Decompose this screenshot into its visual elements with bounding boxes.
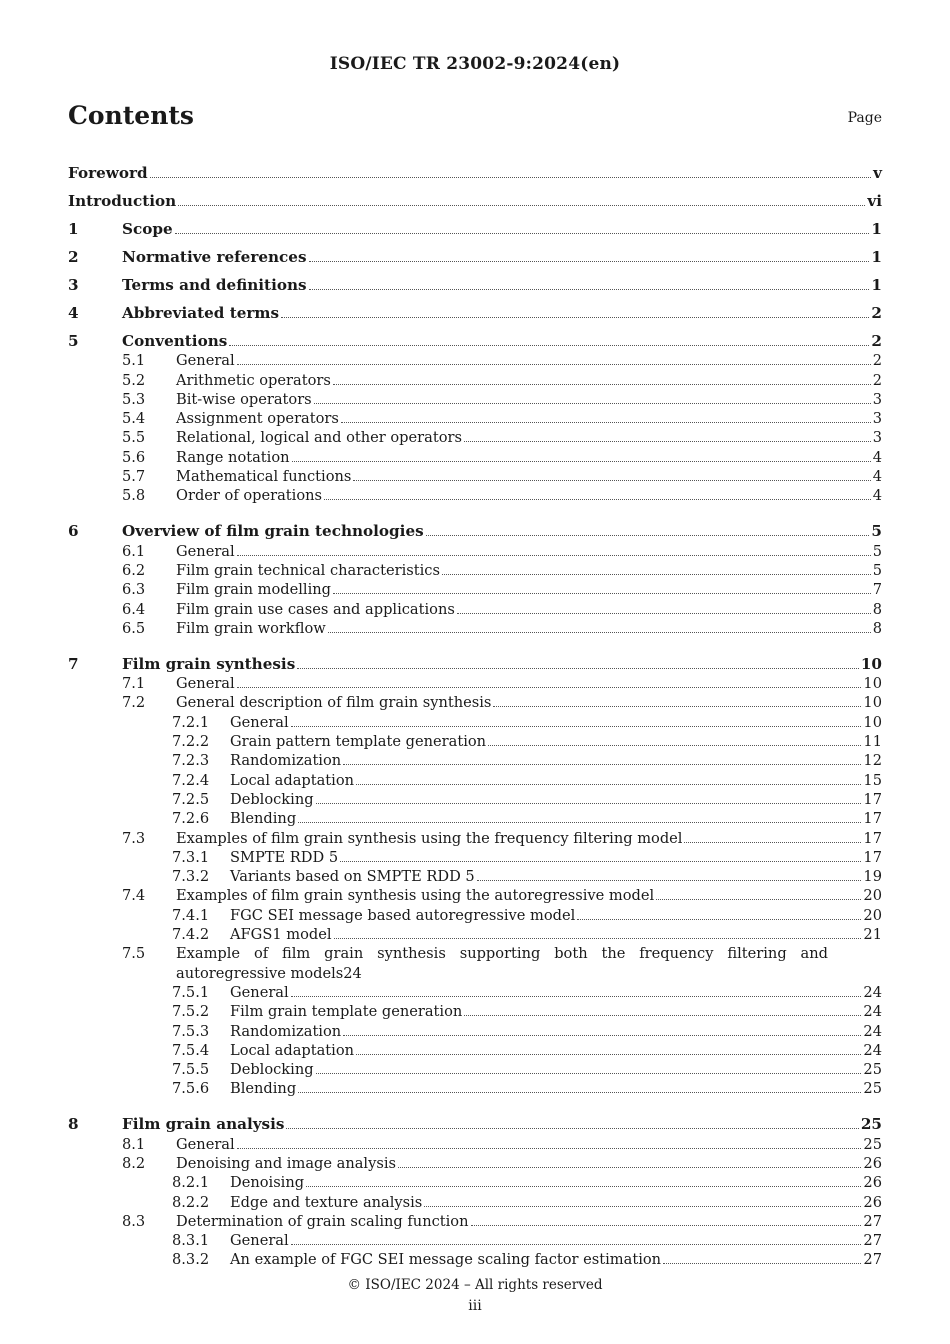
toc-entry-title: Examples of film grain synthesis using the frequency filtering model xyxy=(176,829,683,847)
toc-leader-dots xyxy=(334,938,862,939)
toc-leader-dots xyxy=(577,919,861,920)
copyright-notice: © ISO/IEC 2024 – All rights reserved xyxy=(347,1277,603,1293)
toc-leader-dots xyxy=(341,422,871,423)
toc-leader-dots xyxy=(343,764,861,765)
toc-entry-title: Film grain workflow xyxy=(176,619,326,637)
toc-entry-title: General description of film grain synthesis xyxy=(176,694,492,712)
toc-entry[interactable] xyxy=(68,540,882,559)
toc-entry-title: An example of FGC SEI message scaling factor estimation xyxy=(230,1251,662,1269)
toc-leader-dots xyxy=(493,706,861,707)
toc-entry-page: 10 xyxy=(863,694,882,712)
toc-entry-title: Order of operations xyxy=(176,487,323,505)
toc-entry-title: Deblocking xyxy=(230,1061,314,1079)
toc-entry[interactable] xyxy=(68,982,882,1001)
toc-leader-dots xyxy=(353,480,870,481)
toc-entry-page: 1 xyxy=(871,248,882,266)
toc-entry-number: 7.2.2 xyxy=(172,733,210,751)
toc-entry-page: 8 xyxy=(872,600,882,618)
toc-entry-number: 7.2.4 xyxy=(172,771,210,789)
toc-entry-title: Abbreviated terms xyxy=(122,304,280,322)
toc-entry-title: Randomization xyxy=(230,1022,342,1040)
toc-entry[interactable] xyxy=(68,446,882,465)
toc-entry-page: 20 xyxy=(863,887,882,905)
toc-entry-title: Relational, logical and other operators xyxy=(176,429,462,447)
toc-entry-number: 5.7 xyxy=(122,468,146,486)
toc-entry-number: 8.3 xyxy=(122,1212,146,1230)
toc-leader-dots xyxy=(424,1206,861,1207)
page-number: iii xyxy=(468,1298,482,1314)
toc-entry-title: General xyxy=(176,352,235,370)
toc-entry-number: 7.1 xyxy=(122,675,146,693)
toc-entry-title: Film grain synthesis xyxy=(122,654,296,673)
toc-leader-dots xyxy=(684,842,861,843)
toc-entry-page: 4 xyxy=(872,468,882,486)
toc-entry-title: Randomization xyxy=(230,752,342,770)
toc-leader-dots xyxy=(298,822,861,823)
toc-leader-dots xyxy=(281,317,869,318)
toc-entry-page: 26 xyxy=(863,1193,882,1211)
toc-entry[interactable] xyxy=(68,618,882,637)
toc-leader-dots xyxy=(464,1015,861,1016)
toc-leader-dots xyxy=(298,1092,861,1093)
toc-entry[interactable] xyxy=(68,427,882,446)
toc-entry-page: 27 xyxy=(863,1212,882,1230)
toc-entry-page: 4 xyxy=(872,487,882,505)
toc-entry-page: 24 xyxy=(343,964,362,982)
toc-entry-number: 7.5.6 xyxy=(172,1080,210,1098)
toc-entry-title: Examples of film grain synthesis using the autoregressive model xyxy=(176,887,655,905)
toc-entry-number: 7.5.5 xyxy=(172,1061,210,1079)
toc-leader-dots xyxy=(656,899,861,900)
toc-entry-title: Grain pattern template generation xyxy=(230,733,487,751)
toc-entry-title: Denoising and image analysis xyxy=(176,1154,396,1172)
toc-entry-title: Film grain use cases and applications xyxy=(176,600,455,618)
toc-leader-dots xyxy=(178,205,865,206)
toc-entry-number: 7.5.2 xyxy=(172,1003,210,1021)
contents-title: Contents xyxy=(68,101,195,130)
toc-entry-title: AFGS1 model xyxy=(230,926,332,944)
toc-entry-number: 4 xyxy=(68,304,79,322)
toc-leader-dots xyxy=(237,1148,862,1149)
toc-entry-title: Film grain modelling xyxy=(176,581,332,599)
toc-entry[interactable] xyxy=(68,904,882,923)
toc-entry-number: 7.3 xyxy=(122,829,146,847)
toc-entry-number: 5.5 xyxy=(122,429,146,447)
toc-entry-title: General xyxy=(230,983,289,1001)
toc-entry[interactable] xyxy=(68,827,882,846)
toc-entry-title: Edge and texture analysis xyxy=(230,1193,423,1211)
toc-entry-title: SMPTE RDD 5 xyxy=(230,848,339,866)
toc-entry[interactable] xyxy=(68,1020,882,1039)
table-of-contents xyxy=(68,154,882,1268)
toc-leader-dots xyxy=(316,1073,862,1074)
toc-leader-dots xyxy=(356,1054,861,1055)
toc-leader-dots xyxy=(333,593,871,594)
toc-entry-number: 7.3.1 xyxy=(172,848,210,866)
toc-entry-page: 1 xyxy=(871,220,882,238)
toc-entry-number: 7.2.6 xyxy=(172,810,210,828)
toc-entry-page: 11 xyxy=(863,733,882,751)
toc-entry-page: 5 xyxy=(872,542,882,560)
toc-entry-page: 25 xyxy=(863,1135,882,1153)
toc-entry-number: 7.2.5 xyxy=(172,790,210,808)
toc-entry-page: 24 xyxy=(863,1041,882,1059)
toc-entry-number: 7.4 xyxy=(122,887,146,905)
toc-entry[interactable] xyxy=(68,943,882,982)
toc-entry-number: 7.3.2 xyxy=(172,868,210,886)
toc-entry-title: Deblocking xyxy=(230,790,314,808)
toc-entry-number: 5.1 xyxy=(122,352,146,370)
toc-leader-dots xyxy=(237,555,871,556)
toc-entry-title: Terms and definitions xyxy=(122,276,307,294)
toc-entry-number: 8.1 xyxy=(122,1135,146,1153)
toc-leader-dots xyxy=(309,261,870,262)
toc-entry-title: Determination of grain scaling function xyxy=(176,1212,469,1230)
toc-entry-number: 7.5.3 xyxy=(172,1022,210,1040)
toc-leader-dots xyxy=(291,726,862,727)
toc-entry-page: 2 xyxy=(872,371,882,389)
toc-entry-number: 8.2 xyxy=(122,1154,146,1172)
toc-section-entry[interactable] xyxy=(68,645,882,673)
toc-entry-page: 27 xyxy=(863,1232,882,1250)
toc-leader-dots xyxy=(464,441,871,442)
toc-leader-dots xyxy=(340,861,861,862)
page-column-label: Page xyxy=(847,110,882,126)
toc-entry-number: 5.6 xyxy=(122,448,146,466)
toc-entry-page: 2 xyxy=(871,332,882,350)
toc-entry-title: Local adaptation xyxy=(230,771,355,789)
toc-entry-page: 26 xyxy=(863,1154,882,1172)
toc-leader-dots xyxy=(237,364,871,365)
toc-entry-page: 25 xyxy=(863,1061,882,1079)
toc-section-entry[interactable] xyxy=(68,266,882,294)
toc-entry[interactable] xyxy=(68,866,882,885)
toc-entry-number: 6.5 xyxy=(122,619,146,637)
toc-leader-dots xyxy=(237,687,862,688)
toc-entry-number: 8.3.1 xyxy=(172,1232,210,1250)
toc-leader-dots xyxy=(316,803,862,804)
toc-entry-number: 8.3.2 xyxy=(172,1251,210,1269)
toc-entry-title: Range notation xyxy=(176,448,290,466)
toc-entry-title: FGC SEI message based autoregressive model xyxy=(230,906,576,924)
toc-entry-page: 15 xyxy=(863,771,882,789)
toc-leader-dots xyxy=(314,403,871,404)
toc-entry-number: 5.2 xyxy=(122,371,146,389)
toc-entry-title: Mathematical functions xyxy=(176,468,352,486)
toc-entry[interactable] xyxy=(68,1211,882,1230)
toc-entry[interactable] xyxy=(68,1059,882,1078)
toc-entry-number: 7.5.4 xyxy=(172,1041,210,1059)
toc-entry-page: 3 xyxy=(872,410,882,428)
toc-entry-number: 1 xyxy=(68,220,79,238)
toc-entry[interactable] xyxy=(68,769,882,788)
toc-section-entry[interactable] xyxy=(68,512,882,540)
toc-leader-dots xyxy=(291,1244,862,1245)
toc-entry-title: Normative references xyxy=(122,248,307,266)
toc-leader-dots xyxy=(286,1128,858,1129)
toc-entry-title: Scope xyxy=(122,220,173,238)
toc-entry-title: Blending xyxy=(230,810,297,828)
toc-entry-page: 17 xyxy=(863,829,882,847)
toc-entry-number: 5.8 xyxy=(122,487,146,505)
toc-entry-title: Film grain technical characteristics xyxy=(176,561,440,579)
toc-entry-page: 12 xyxy=(863,752,882,770)
toc-entry-number: 5.4 xyxy=(122,410,146,428)
toc-entry-page: 17 xyxy=(863,848,882,866)
toc-entry-number: 6.3 xyxy=(122,581,146,599)
toc-entry-number: 7.2.1 xyxy=(172,713,210,731)
toc-entry-page: 10 xyxy=(860,654,882,673)
toc-entry[interactable] xyxy=(68,1153,882,1172)
toc-entry[interactable] xyxy=(68,885,882,904)
toc-entry[interactable] xyxy=(68,579,882,598)
toc-entry[interactable] xyxy=(68,808,882,827)
toc-entry[interactable] xyxy=(68,369,882,388)
toc-entry[interactable] xyxy=(68,350,882,369)
toc-entry-number: 8.2.2 xyxy=(172,1193,210,1211)
toc-leader-dots xyxy=(175,233,870,234)
toc-entry-title: General xyxy=(176,542,235,560)
toc-leader-dots xyxy=(333,384,871,385)
toc-entry-number: 7.4.2 xyxy=(172,926,210,944)
toc-leader-dots xyxy=(328,632,871,633)
toc-entry-page: 26 xyxy=(863,1174,882,1192)
toc-entry-page: 17 xyxy=(863,810,882,828)
toc-leader-dots xyxy=(306,1186,861,1187)
toc-entry[interactable] xyxy=(68,1191,882,1210)
toc-entry-title: Foreword xyxy=(68,164,148,182)
toc-entry-number: 2 xyxy=(68,248,79,266)
document-header: ISO/IEC TR 23002-9:2024(en) xyxy=(329,54,621,74)
toc-entry-page: 27 xyxy=(863,1251,882,1269)
toc-leader-dots xyxy=(291,996,862,997)
toc-leader-dots xyxy=(442,574,871,575)
toc-leader-dots xyxy=(457,613,871,614)
toc-leader-dots xyxy=(356,784,861,785)
toc-entry-title: Arithmetic operators xyxy=(176,371,331,389)
toc-entry-page: 7 xyxy=(872,581,882,599)
toc-entry-page: 10 xyxy=(863,675,882,693)
toc-section-entry[interactable] xyxy=(68,210,882,238)
toc-entry-title: Introduction xyxy=(68,192,177,210)
toc-entry-number: 3 xyxy=(68,276,79,294)
toc-entry-number: 5 xyxy=(68,332,79,350)
toc-entry-page: 25 xyxy=(860,1115,882,1134)
toc-entry[interactable] xyxy=(68,673,882,692)
toc-leader-dots xyxy=(488,745,861,746)
toc-section-entry[interactable] xyxy=(68,238,882,266)
toc-entry-page: 10 xyxy=(863,713,882,731)
toc-leader-dots xyxy=(343,1035,861,1036)
toc-entry[interactable] xyxy=(68,1249,882,1268)
toc-entry-number: 8.2.1 xyxy=(172,1174,210,1192)
toc-entry-number: 8 xyxy=(68,1115,79,1134)
toc-entry[interactable] xyxy=(68,711,882,730)
toc-entry-page: 17 xyxy=(863,790,882,808)
toc-entry-title: Bit-wise operators xyxy=(176,390,312,408)
toc-entry-page: 1 xyxy=(871,276,882,294)
toc-entry-page: 3 xyxy=(872,390,882,408)
toc-entry[interactable] xyxy=(68,924,882,943)
toc-entry-page: v xyxy=(873,164,882,182)
toc-entry-page: 5 xyxy=(871,522,882,541)
toc-entry-page: 24 xyxy=(863,983,882,1001)
toc-entry-title: Blending xyxy=(230,1080,297,1098)
toc-entry-page: 24 xyxy=(863,1022,882,1040)
toc-entry[interactable] xyxy=(68,598,882,617)
toc-leader-dots xyxy=(477,880,862,881)
toc-entry-number: 7.5 xyxy=(122,945,146,963)
toc-leader-dots xyxy=(150,177,872,178)
toc-entry-number: 6.1 xyxy=(122,542,146,560)
toc-entry-number: 6.4 xyxy=(122,600,146,618)
toc-leader-dots xyxy=(297,668,859,669)
toc-entry-title: Film grain analysis xyxy=(122,1115,285,1134)
toc-leader-dots xyxy=(398,1167,861,1168)
toc-entry-number: 5.3 xyxy=(122,390,146,408)
toc-entry-title: General xyxy=(176,1135,235,1153)
toc-entry[interactable] xyxy=(68,560,882,579)
toc-entry[interactable] xyxy=(68,389,882,408)
toc-entry[interactable] xyxy=(68,1172,882,1191)
toc-entry-page: 4 xyxy=(872,448,882,466)
toc-section-entry[interactable] xyxy=(68,154,882,182)
toc-entry-title: Assignment operators xyxy=(176,410,339,428)
toc-leader-dots xyxy=(663,1263,861,1264)
toc-entry[interactable] xyxy=(68,408,882,427)
toc-entry[interactable] xyxy=(68,731,882,750)
toc-entry[interactable] xyxy=(68,1230,882,1249)
toc-leader-dots xyxy=(309,289,870,290)
toc-entry-number: 6.2 xyxy=(122,561,146,579)
toc-entry-title: General xyxy=(230,713,289,731)
toc-entry-title: Conventions xyxy=(122,332,228,350)
toc-leader-dots xyxy=(426,535,870,536)
toc-entry[interactable] xyxy=(68,847,882,866)
toc-entry-page: 5 xyxy=(872,561,882,579)
toc-entry-number: 7 xyxy=(68,654,79,673)
toc-entry-page: 8 xyxy=(872,619,882,637)
toc-entry-title: General xyxy=(176,675,235,693)
toc-entry-title: Overview of film grain technologies xyxy=(122,522,424,541)
toc-section-entry[interactable] xyxy=(68,182,882,210)
toc-entry-title: General xyxy=(230,1232,289,1250)
toc-entry-number: 7.4.1 xyxy=(172,906,210,924)
toc-entry-page: vi xyxy=(867,192,882,210)
toc-entry[interactable] xyxy=(68,1001,882,1020)
toc-entry-page: 21 xyxy=(863,926,882,944)
toc-entry-title: Denoising xyxy=(230,1174,305,1192)
toc-leader-dots xyxy=(292,461,871,462)
toc-entry-page: 3 xyxy=(872,429,882,447)
toc-entry-page: 24 xyxy=(863,1003,882,1021)
toc-entry[interactable] xyxy=(68,1078,882,1097)
toc-section-entry[interactable] xyxy=(68,1105,882,1133)
toc-entry[interactable] xyxy=(68,1133,882,1152)
toc-entry-number: 6 xyxy=(68,522,79,541)
toc-leader-dots xyxy=(471,1225,862,1226)
toc-entry[interactable] xyxy=(68,1040,882,1059)
toc-entry-page: 25 xyxy=(863,1080,882,1098)
toc-entry[interactable] xyxy=(68,692,882,711)
toc-entry-title: Local adaptation xyxy=(230,1041,355,1059)
toc-entry-title: Film grain template generation xyxy=(230,1003,463,1021)
toc-entry-title-continued: autoregressive models xyxy=(176,964,344,982)
toc-entry[interactable] xyxy=(68,789,882,808)
toc-entry[interactable] xyxy=(68,485,882,504)
toc-section-entry[interactable] xyxy=(68,294,882,322)
toc-entry-page: 20 xyxy=(863,906,882,924)
toc-entry[interactable] xyxy=(68,466,882,485)
toc-entry-title: Example of film grain synthesis supporting both the frequency filtering and xyxy=(176,945,828,963)
toc-entry-number: 7.2 xyxy=(122,694,146,712)
toc-entry-page: 19 xyxy=(863,868,882,886)
toc-entry-page: 2 xyxy=(872,352,882,370)
toc-leader-dots xyxy=(324,499,871,500)
toc-leader-dots xyxy=(229,345,869,346)
toc-section-entry[interactable] xyxy=(68,322,882,350)
toc-entry-number: 7.2.3 xyxy=(172,752,210,770)
toc-entry[interactable] xyxy=(68,750,882,769)
toc-entry-page: 2 xyxy=(871,304,882,322)
toc-entry-title: Variants based on SMPTE RDD 5 xyxy=(230,868,475,886)
toc-entry-number: 7.5.1 xyxy=(172,983,210,1001)
